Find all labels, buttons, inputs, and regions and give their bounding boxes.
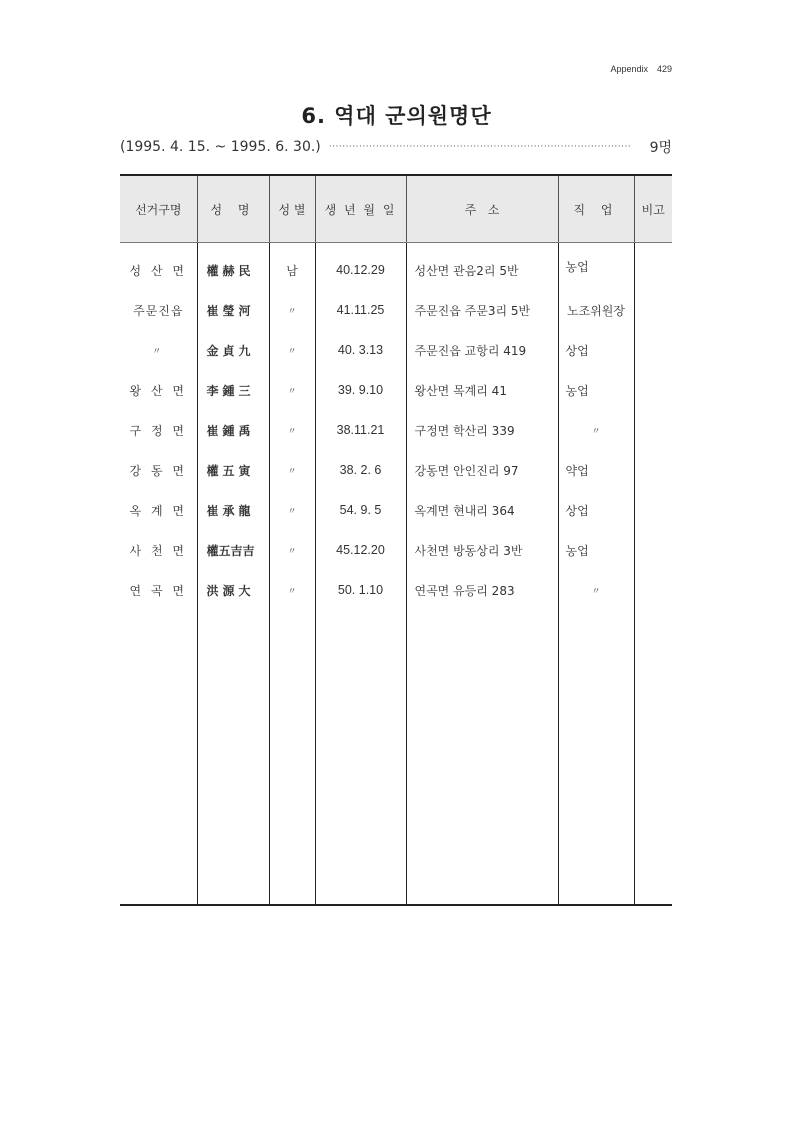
- cell-birth: 40. 3.13: [315, 330, 406, 370]
- col-header-job: 직 업: [558, 175, 634, 243]
- cell-district: 연 곡 면: [129, 583, 187, 598]
- cell-birth: 38.11.21: [315, 410, 406, 450]
- cell-district: 강 동 면: [129, 463, 187, 478]
- empty-cell: [634, 610, 672, 905]
- col-header-sex: 성 별: [269, 175, 315, 243]
- cell-district: 성 산 면: [129, 263, 187, 278]
- table-empty-space: [120, 610, 672, 905]
- cell-job: 농업: [558, 530, 634, 570]
- period-range: (1995. 4. 15. ~ 1995. 6. 30.): [120, 139, 321, 155]
- cell-sex: 〃: [269, 410, 315, 450]
- cell-note: [634, 450, 672, 490]
- cell-birth: 50. 1.10: [315, 570, 406, 610]
- empty-cell: [406, 610, 558, 905]
- col-header-note: 비고: [634, 175, 672, 243]
- cell-name: 洪源大: [197, 570, 269, 610]
- cell-address: 주문진읍 주문3리 5반: [406, 290, 558, 330]
- cell-birth: 40.12.29: [315, 243, 406, 291]
- col-header-name: 성 명: [197, 175, 269, 243]
- cell-district: 왕 산 면: [129, 383, 187, 398]
- cell-job: 농업: [558, 370, 634, 410]
- empty-cell: [315, 610, 406, 905]
- council-member-table: [120, 174, 672, 906]
- cell-job: 농업: [558, 243, 634, 291]
- cell-district: 옥 계 면: [129, 503, 187, 518]
- empty-cell: [558, 610, 634, 905]
- cell-job: 약업: [558, 450, 634, 490]
- table-row: [120, 330, 672, 370]
- leader-dots: ··························································································: [328, 142, 632, 152]
- cell-address: 구정면 학산리 339: [406, 410, 558, 450]
- page-number: 429: [656, 64, 672, 74]
- empty-cell: [120, 610, 197, 905]
- empty-cell: [197, 610, 269, 905]
- cell-sex: 〃: [269, 290, 315, 330]
- table-row: [120, 450, 672, 490]
- cell-name: 權五吉吉: [197, 530, 269, 570]
- cell-name: 權赫民: [197, 243, 269, 291]
- cell-note: [634, 570, 672, 610]
- table-header-row: [120, 175, 672, 243]
- cell-job: 〃: [558, 570, 634, 610]
- cell-address: 강동면 안인진리 97: [406, 450, 558, 490]
- cell-address: 왕산면 목계리 41: [406, 370, 558, 410]
- cell-address: 주문진읍 교항리 419: [406, 330, 558, 370]
- cell-sex: 〃: [269, 490, 315, 530]
- cell-birth: 38. 2. 6: [315, 450, 406, 490]
- empty-cell: [269, 610, 315, 905]
- cell-job: 노조위원장: [558, 290, 634, 330]
- cell-name: 崔承龍: [197, 490, 269, 530]
- cell-birth: 41.11.25: [315, 290, 406, 330]
- cell-birth: 39. 9.10: [315, 370, 406, 410]
- cell-note: [634, 290, 672, 330]
- cell-sex: 〃: [269, 450, 315, 490]
- period-line: [120, 138, 672, 156]
- cell-district: 주문진읍: [133, 303, 184, 318]
- cell-address: 옥계면 현내리 364: [406, 490, 558, 530]
- cell-sex: 남: [269, 243, 315, 291]
- cell-sex: 〃: [269, 370, 315, 410]
- table-row: [120, 410, 672, 450]
- col-header-district: 선거구명: [120, 175, 197, 243]
- table-row: [120, 530, 672, 570]
- cell-note: [634, 410, 672, 450]
- cell-sex: 〃: [269, 330, 315, 370]
- cell-birth: 54. 9. 5: [315, 490, 406, 530]
- table-row: [120, 243, 672, 291]
- cell-address: 연곡면 유등리 283: [406, 570, 558, 610]
- running-header: [610, 64, 672, 74]
- cell-name: 崔鍾禹: [197, 410, 269, 450]
- cell-district: 구 정 면: [129, 423, 187, 438]
- cell-note: [634, 370, 672, 410]
- running-header-section: Appendix: [610, 64, 648, 74]
- cell-sex: 〃: [269, 530, 315, 570]
- cell-district: 사 천 면: [129, 543, 187, 558]
- cell-job: 상업: [558, 330, 634, 370]
- cell-address: 사천면 방동상리 3반: [406, 530, 558, 570]
- member-count: 9명: [649, 140, 672, 156]
- cell-name: 崔瑩河: [197, 290, 269, 330]
- page-title: 6. 역대 군의원명단: [301, 104, 492, 128]
- cell-sex: 〃: [269, 570, 315, 610]
- cell-name: 權五寅: [197, 450, 269, 490]
- cell-note: [634, 330, 672, 370]
- table-row: [120, 370, 672, 410]
- table-row: [120, 290, 672, 330]
- cell-note: [634, 490, 672, 530]
- cell-address: 성산면 관음2리 5반: [406, 243, 558, 291]
- cell-job: 〃: [558, 410, 634, 450]
- cell-note: [634, 243, 672, 291]
- cell-note: [634, 530, 672, 570]
- table-row: [120, 570, 672, 610]
- cell-job: 상업: [558, 490, 634, 530]
- col-header-birth: 생 년 월 일: [315, 175, 406, 243]
- col-header-address: 주 소: [406, 175, 558, 243]
- cell-name: 李鍾三: [197, 370, 269, 410]
- table-row: [120, 490, 672, 530]
- cell-birth: 45.12.20: [315, 530, 406, 570]
- cell-district: 〃: [152, 346, 165, 357]
- cell-name: 金貞九: [197, 330, 269, 370]
